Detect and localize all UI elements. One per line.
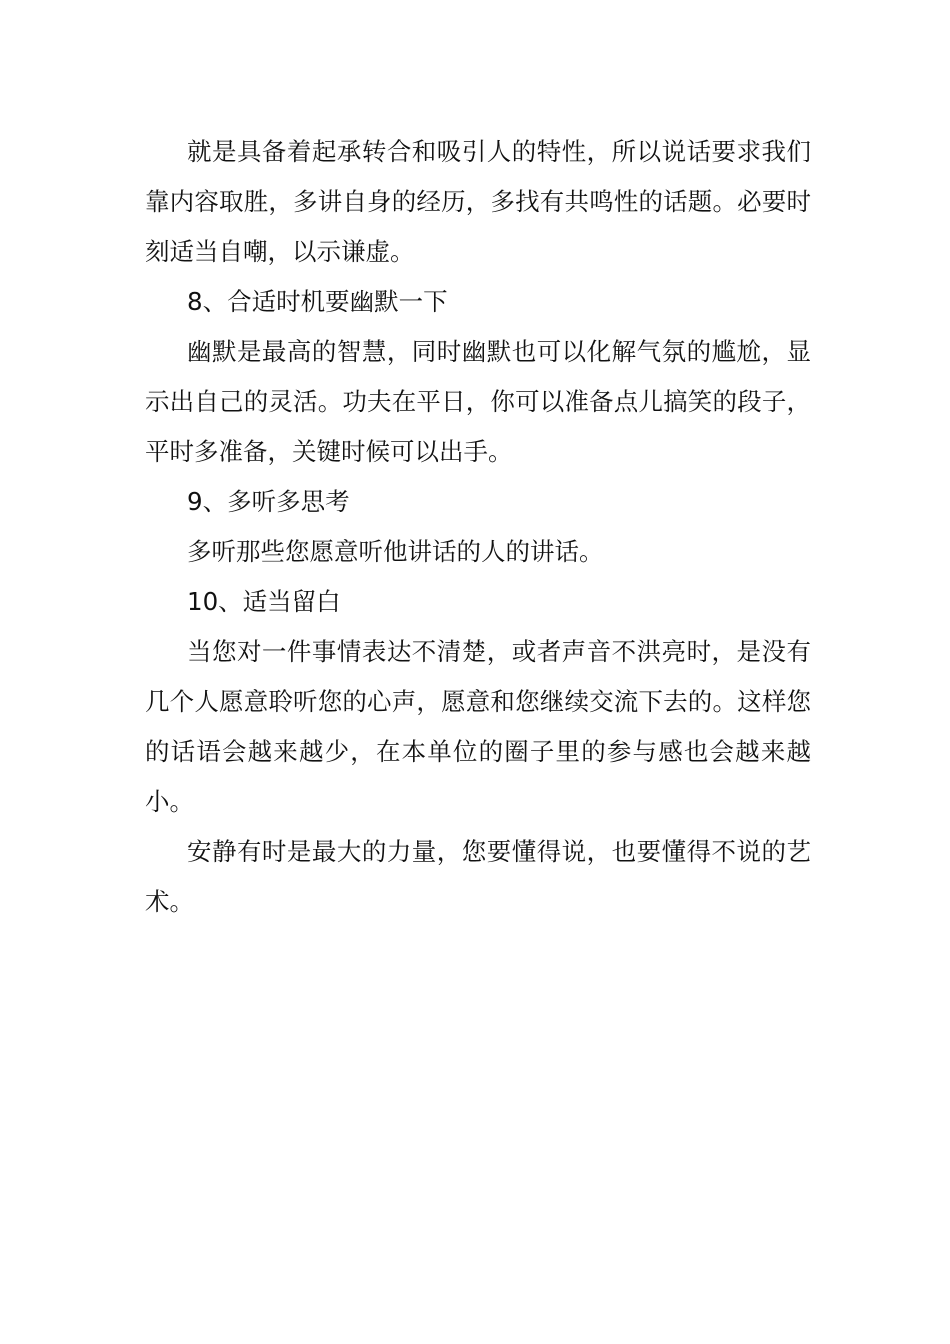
paragraph-clarity: 当您对一件事情表达不清楚，或者声音不洪亮时，是没有几个人愿意聆听您的心声，愿意和您继续交流下去的。这样您的话语会越来越少，在本单位的圈子里的参与感也会越来越小。 [145, 637, 811, 816]
paragraph-silence: 安静有时是最大的力量，您要懂得说，也要懂得不说的艺术。 [145, 837, 811, 916]
paragraph-continuation: 就是具备着起承转合和吸引人的特性，所以说话要求我们靠内容取胜，多讲自身的经历，多找有共鸣性的话题。必要时刻适当自嘲，以示谦虚。 [145, 137, 811, 266]
heading-8-humor: 8、合适时机要幽默一下 [187, 287, 448, 316]
paragraph-humor: 幽默是最高的智慧，同时幽默也可以化解气氛的尴尬，显示出自己的灵活。功夫在平日，你可以准备点儿搞笑的段子，平时多准备，关键时候可以出手。 [145, 337, 811, 466]
paragraph-listen: 多听那些您愿意听他讲话的人的讲话。 [187, 537, 604, 566]
document-body [145, 127, 811, 927]
heading-9-listen-think: 9、多听多思考 [187, 487, 350, 516]
heading-10-leave-blank: 10、适当留白 [187, 587, 341, 616]
